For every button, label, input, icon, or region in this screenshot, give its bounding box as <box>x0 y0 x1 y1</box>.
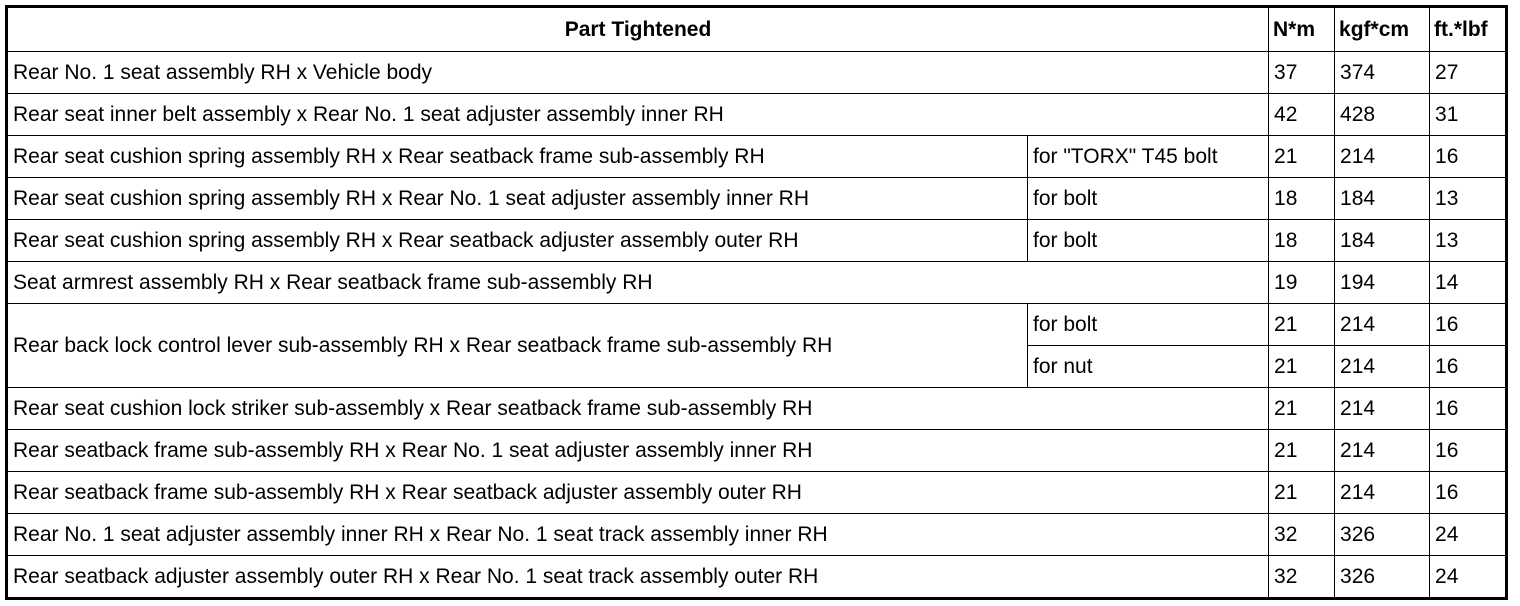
kgf-cm-cell: 374 <box>1335 52 1430 94</box>
part-cell: Rear back lock control lever sub-assembly RH x Rear seatback frame sub-assembly RH <box>7 304 1028 388</box>
table-row <box>7 472 1507 514</box>
note-cell: for bolt <box>1028 178 1269 220</box>
nm-cell: 19 <box>1269 262 1335 304</box>
table-row <box>7 304 1507 346</box>
header-nm: N*m <box>1269 7 1335 52</box>
table-row <box>7 556 1507 599</box>
header-kgf-cm: kgf*cm <box>1335 7 1430 52</box>
table-row <box>7 178 1507 220</box>
header-part-tightened: Part Tightened <box>7 7 1269 52</box>
part-cell: Rear No. 1 seat assembly RH x Vehicle body <box>7 52 1269 94</box>
nm-cell: 21 <box>1269 388 1335 430</box>
kgf-cm-cell: 194 <box>1335 262 1430 304</box>
table-row <box>7 430 1507 472</box>
nm-cell: 21 <box>1269 304 1335 346</box>
nm-cell: 37 <box>1269 52 1335 94</box>
part-cell: Rear seat cushion lock striker sub-assembly x Rear seatback frame sub-assembly RH <box>7 388 1269 430</box>
nm-cell: 18 <box>1269 220 1335 262</box>
ft-lbf-cell: 24 <box>1430 556 1507 599</box>
header-row <box>7 7 1507 52</box>
kgf-cm-cell: 214 <box>1335 304 1430 346</box>
nm-cell: 42 <box>1269 94 1335 136</box>
torque-spec-table <box>5 5 1508 600</box>
note-cell: for nut <box>1028 346 1269 388</box>
part-cell: Rear seatback frame sub-assembly RH x Rear No. 1 seat adjuster assembly inner RH <box>7 430 1269 472</box>
table-row <box>7 52 1507 94</box>
table-row <box>7 388 1507 430</box>
ft-lbf-cell: 16 <box>1430 304 1507 346</box>
kgf-cm-cell: 184 <box>1335 220 1430 262</box>
ft-lbf-cell: 16 <box>1430 472 1507 514</box>
table-row <box>7 262 1507 304</box>
table-row <box>7 220 1507 262</box>
part-cell: Rear seatback frame sub-assembly RH x Rear seatback adjuster assembly outer RH <box>7 472 1269 514</box>
nm-cell: 21 <box>1269 472 1335 514</box>
note-cell: for "TORX" T45 bolt <box>1028 136 1269 178</box>
kgf-cm-cell: 214 <box>1335 388 1430 430</box>
kgf-cm-cell: 214 <box>1335 136 1430 178</box>
table-row <box>7 136 1507 178</box>
note-cell: for bolt <box>1028 220 1269 262</box>
ft-lbf-cell: 13 <box>1430 220 1507 262</box>
table-row <box>7 94 1507 136</box>
kgf-cm-cell: 214 <box>1335 472 1430 514</box>
nm-cell: 21 <box>1269 346 1335 388</box>
part-cell: Rear seat cushion spring assembly RH x Rear No. 1 seat adjuster assembly inner RH <box>7 178 1028 220</box>
nm-cell: 32 <box>1269 514 1335 556</box>
ft-lbf-cell: 14 <box>1430 262 1507 304</box>
ft-lbf-cell: 16 <box>1430 136 1507 178</box>
ft-lbf-cell: 24 <box>1430 514 1507 556</box>
nm-cell: 32 <box>1269 556 1335 599</box>
ft-lbf-cell: 13 <box>1430 178 1507 220</box>
note-cell: for bolt <box>1028 304 1269 346</box>
nm-cell: 18 <box>1269 178 1335 220</box>
nm-cell: 21 <box>1269 430 1335 472</box>
part-cell: Rear seat cushion spring assembly RH x Rear seatback frame sub-assembly RH <box>7 136 1028 178</box>
part-cell: Rear No. 1 seat adjuster assembly inner RH x Rear No. 1 seat track assembly inner RH <box>7 514 1269 556</box>
ft-lbf-cell: 31 <box>1430 94 1507 136</box>
kgf-cm-cell: 326 <box>1335 556 1430 599</box>
header-ft-lbf: ft.*lbf <box>1430 7 1507 52</box>
kgf-cm-cell: 326 <box>1335 514 1430 556</box>
ft-lbf-cell: 27 <box>1430 52 1507 94</box>
ft-lbf-cell: 16 <box>1430 388 1507 430</box>
ft-lbf-cell: 16 <box>1430 346 1507 388</box>
ft-lbf-cell: 16 <box>1430 430 1507 472</box>
kgf-cm-cell: 184 <box>1335 178 1430 220</box>
part-cell: Rear seatback adjuster assembly outer RH x Rear No. 1 seat track assembly outer RH <box>7 556 1269 599</box>
table-row <box>7 514 1507 556</box>
nm-cell: 21 <box>1269 136 1335 178</box>
part-cell: Rear seat inner belt assembly x Rear No. 1 seat adjuster assembly inner RH <box>7 94 1269 136</box>
kgf-cm-cell: 214 <box>1335 430 1430 472</box>
part-cell: Seat armrest assembly RH x Rear seatback frame sub-assembly RH <box>7 262 1269 304</box>
kgf-cm-cell: 214 <box>1335 346 1430 388</box>
kgf-cm-cell: 428 <box>1335 94 1430 136</box>
part-cell: Rear seat cushion spring assembly RH x Rear seatback adjuster assembly outer RH <box>7 220 1028 262</box>
